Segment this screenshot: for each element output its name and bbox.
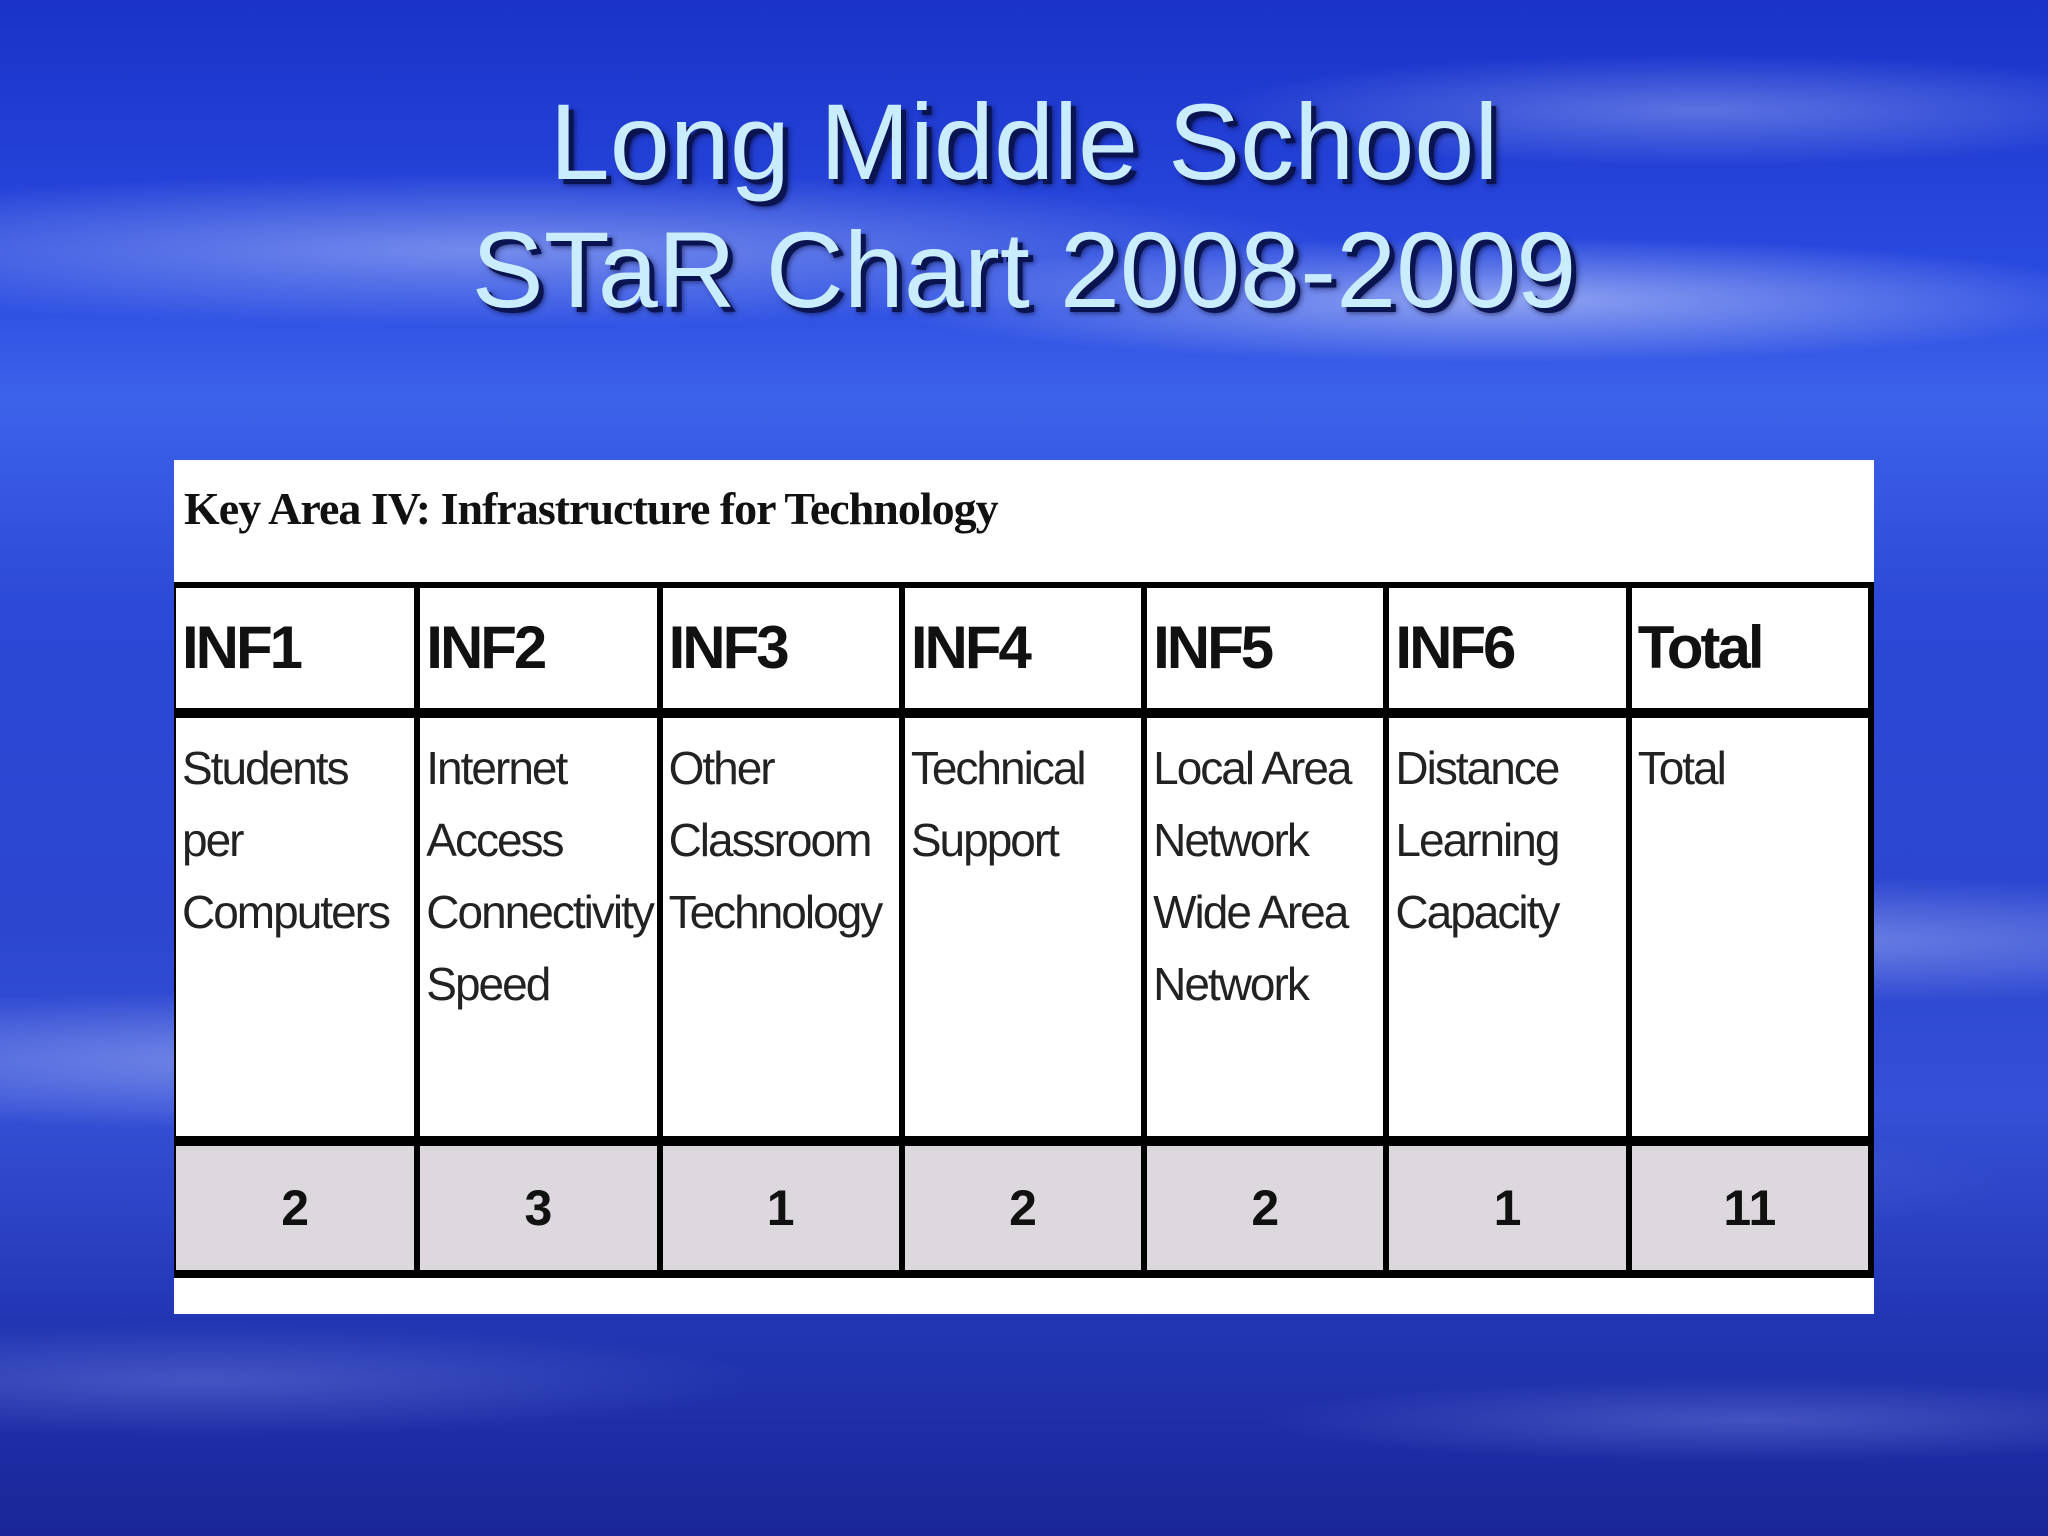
code-cell-inf3: INF3 (660, 585, 902, 713)
score-cell-inf1: 2 (175, 1141, 417, 1274)
label-cell-inf2: Internet Access Connectivity Speed (417, 713, 659, 1141)
code-cell-total: Total (1629, 585, 1871, 713)
code-cell-inf6: INF6 (1386, 585, 1628, 713)
code-cell-inf1: INF1 (175, 585, 417, 713)
table-row-labels (175, 713, 1871, 1141)
code-cell-inf5: INF5 (1144, 585, 1386, 713)
code-cell-inf2: INF2 (417, 585, 659, 713)
label-cell-inf4: Technical Support (902, 713, 1144, 1141)
label-cell-inf5: Local Area Network Wide Area Network (1144, 713, 1386, 1141)
title-line-school: Long Middle School (549, 81, 1499, 202)
score-cell-inf3: 1 (660, 1141, 902, 1274)
title-line-chart: STaR Chart 2008-2009 (471, 209, 1577, 330)
score-cell-inf4: 2 (902, 1141, 1144, 1274)
code-cell-inf4: INF4 (902, 585, 1144, 713)
score-cell-total: 11 (1629, 1141, 1871, 1274)
label-cell-total: Total (1629, 713, 1871, 1141)
label-cell-inf6: Distance Learning Capacity (1386, 713, 1628, 1141)
key-area-heading: Key Area IV: Infrastructure for Technology (184, 483, 998, 534)
score-cell-inf5: 2 (1144, 1141, 1386, 1274)
label-cell-inf3: Other Classroom Technology (660, 713, 902, 1141)
score-cell-inf6: 1 (1386, 1141, 1628, 1274)
label-cell-inf1: Students per Computers (175, 713, 417, 1141)
table-row-codes (175, 585, 1871, 713)
score-cell-inf2: 3 (417, 1141, 659, 1274)
table-row-scores (175, 1141, 1871, 1274)
slide-title (0, 78, 2048, 334)
star-chart-table (174, 582, 1874, 1278)
star-chart-panel (174, 460, 1874, 1314)
